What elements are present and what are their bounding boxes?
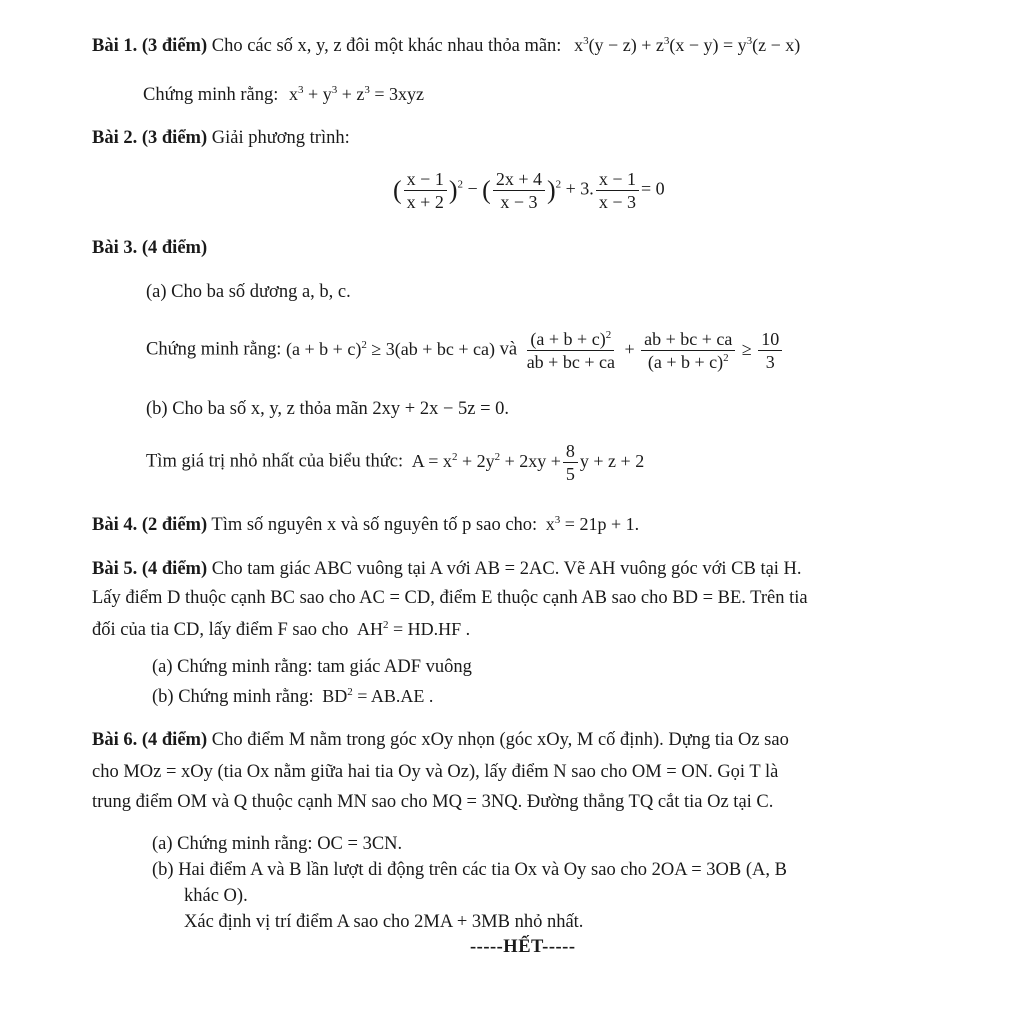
problem-5a: (a) Chứng minh rằng: tam giác ADF vuông <box>152 657 472 677</box>
problem-5-line-3: đối của tia CD, lấy điểm F sao cho $AH^2 = HD.HF$ . <box>92 619 471 640</box>
problem-3-heading: Bài 3. (4 điểm) <box>92 238 208 258</box>
problem-5-line-1: Bài 5. (4 điểm) Cho tam giác ABC vuông tại A với AB = 2AC. Vẽ AH vuông góc với CB tại H. <box>92 559 802 579</box>
problem-5b: (b) Chứng minh rằng: $BD^2 = AB.AE$ . <box>152 686 434 707</box>
problem-1-heading: Bài 1. (3 điểm) <box>92 36 208 56</box>
problem-2-equation: ( $\frac{x - 1}{x + 2}$ )$^2$ − ( $\frac{2x + 4}{x - 3}$ )$^2$ + 3. $\frac{x - 1}{x - 3}$ = 0 <box>393 169 665 212</box>
problem-6-heading: Bài 6. (4 điểm) <box>92 730 208 750</box>
problem-6a: (a) Chứng minh rằng: OC = 3CN. <box>152 834 403 854</box>
problem-6b-line-1: (b) Hai điểm A và B lần lượt di động trên các tia Ox và Oy sao cho 2OA = 3OB (A, B <box>152 860 787 880</box>
problem-6b-line-2: khác O). <box>184 886 248 906</box>
problem-6b-line-3: Xác định vị trí điểm A sao cho 2MA + 3MB nhỏ nhất. <box>184 912 584 932</box>
problem-3b-text: (b) Cho ba số x, y, z thỏa mãn 2xy + 2x − 5z = 0. <box>146 399 510 419</box>
problem-6-line-2: cho MOz = xOy (tia Ox nằm giữa hai tia Oy và Oz), lấy điểm N sao cho OM = ON. Gọi T là <box>92 762 779 782</box>
problem-6-line-1: Bài 6. (4 điểm) Cho điểm M nằm trong góc xOy nhọn (góc xOy, M cố định). Dựng tia Oz sao <box>92 730 789 750</box>
end-marker: -----HẾT----- <box>470 937 576 957</box>
problem-1-text: Cho các số x, y, z đôi một khác nhau thỏa mãn: <box>211 36 562 56</box>
problem-3b-find: Tìm giá trị nhỏ nhất của biểu thức: $A = x^2 + 2y^2 + 2xy$ + $\frac{8}{5}$ y + z + 2 <box>146 441 645 484</box>
problem-4-line: Bài 4. (2 điểm) Tìm số nguyên x và số nguyên tố p sao cho: $x^3 = 21p + 1$. <box>92 514 640 535</box>
problem-3a-text: (a) Cho ba số dương a, b, c. <box>146 282 351 302</box>
problem-1-prove: Chứng minh rằng: $x^3 + y^3 + z^3 = 3xyz$ <box>143 84 424 105</box>
problem-5-line-2: Lấy điểm D thuộc cạnh BC sao cho AC = CD, điểm E thuộc cạnh AB sao cho BD = BE. Trên tia <box>92 588 808 608</box>
problem-5-heading: Bài 5. (4 điểm) <box>92 559 208 579</box>
problem-1-condition: $x^3(y - z) + z^3(x - y) = y^3(z - x)$ <box>574 35 801 55</box>
problem-6-line-3: trung điểm OM và Q thuộc cạnh MN sao cho MQ = 3NQ. Đường thẳng TQ cắt tia Oz tại C. <box>92 792 774 812</box>
problem-4-heading: Bài 4. (2 điểm) <box>92 515 208 535</box>
problem-3a-prove: Chứng minh rằng: $(a + b + c)^2 \ge 3(ab$ + bc + ca) và $\frac{(a + b + c)^2}{ab + bc + ca}$ + $\frac{ab + bc + ca}{(a + b + c)^2}$ ≥ $\frac{10}{3}$ <box>146 328 784 373</box>
problem-2-heading: Bài 2. (3 điểm) <box>92 128 208 148</box>
problem-2-line: Bài 2. (3 điểm) Giải phương trình: <box>92 128 350 148</box>
problem-1-line <box>92 33 800 58</box>
